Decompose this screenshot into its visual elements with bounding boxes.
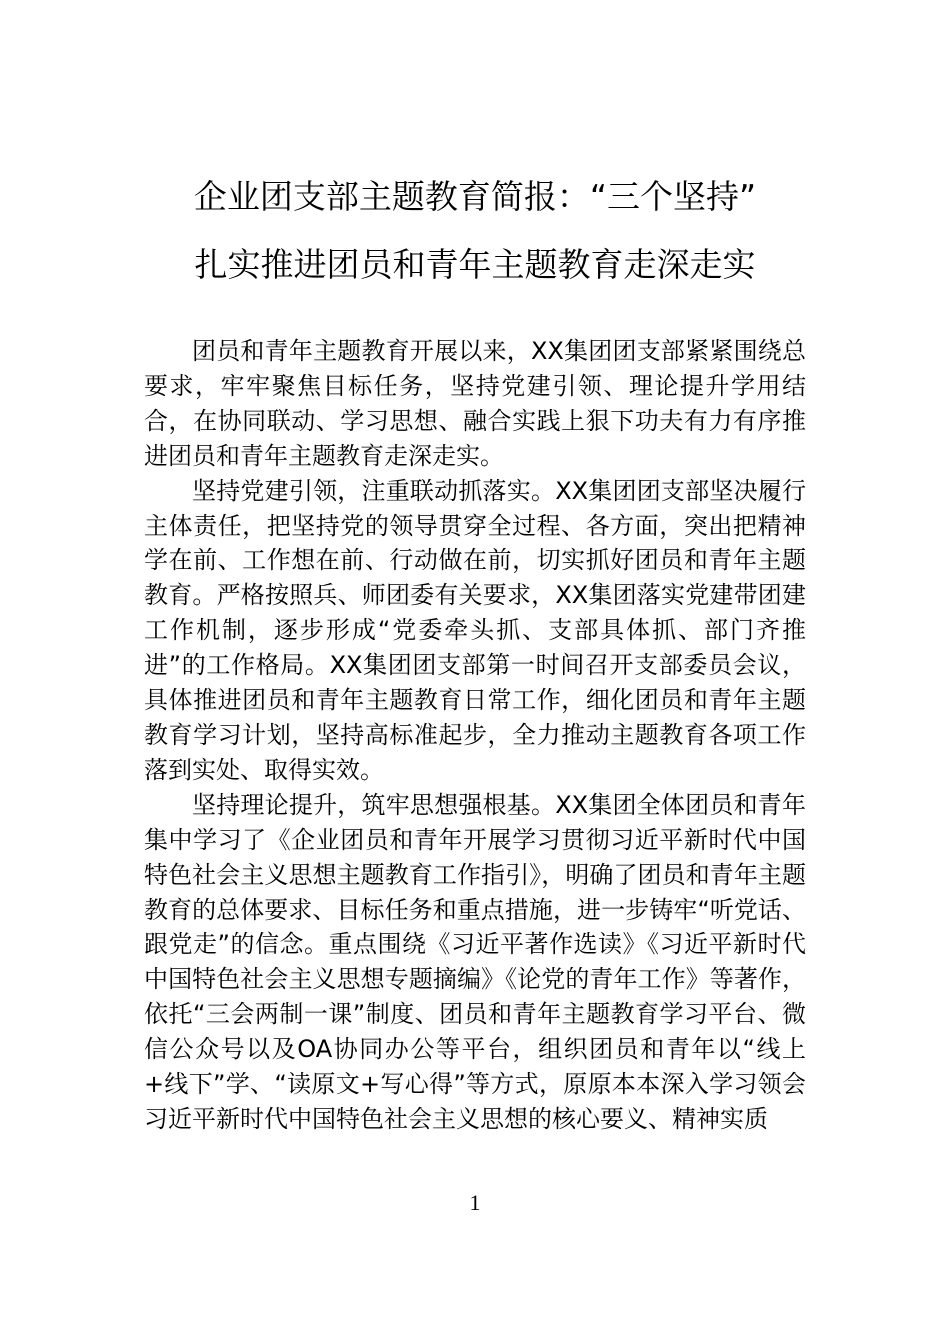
- paragraph-2: 坚持党建引领，注重联动抓落实。XX集团团支部坚决履行主体责任，把坚持党的领导贯穿全过程、各方面，突出把精神学在前、工作想在前、行动做在前，切实抓好团员和青年主题教育。严格按照兵、师团委有关要求，XX集团落实党建带团建工作机制，逐步形成“党委牵头抓、支部具体抓、部门齐推进”的工作格局。XX集团团支部第一时间召开支部委员会议，具体推进团员和青年主题教育日常工作，细化团员和青年主题教育学习计划，坚持高标准起步，全力推动主题教育各项工作落到实处、取得实效。: [144, 476, 806, 784]
- page-number: 1: [469, 1190, 481, 1215]
- title-line-2: 扎实推进团员和青年主题教育走深走实: [194, 245, 756, 284]
- paragraph-1: 团员和青年主题教育开展以来，XX集团团支部紧紧围绕总要求，牢牢聚焦目标任务，坚持党建引领、理论提升学用结合，在协同联动、学习思想、融合实践上狠下功夫有力有序推进团员和青年主题教育走深走实。: [144, 337, 806, 470]
- paragraph-3: 坚持理论提升，筑牢思想强根基。XX集团全体团员和青年集中学习了《企业团员和青年开展学习贯彻习近平新时代中国特色社会主义思想主题教育工作指引》，明确了团员和青年主题教育的总体要求、目标任务和重点措施，进一步铸牢“听党话、跟党走”的信念。重点围绕《习近平著作选读》《习近平新时代中国特色社会主义思想专题摘编》《论党的青年工作》等著作，依托“三会两制一课”制度、团员和青年主题教育学习平台、微信公众号以及OA协同办公等平台，组织团员和青年以“线上+线下”学、“读原文+写心得”等方式，原原本本深入学习领会习近平新时代中国特色社会主义思想的核心要义、精神实质: [144, 790, 806, 1133]
- title-line-1: 企业团支部主题教育简报：“三个坚持”: [193, 177, 757, 216]
- body-text: [144, 334, 806, 1137]
